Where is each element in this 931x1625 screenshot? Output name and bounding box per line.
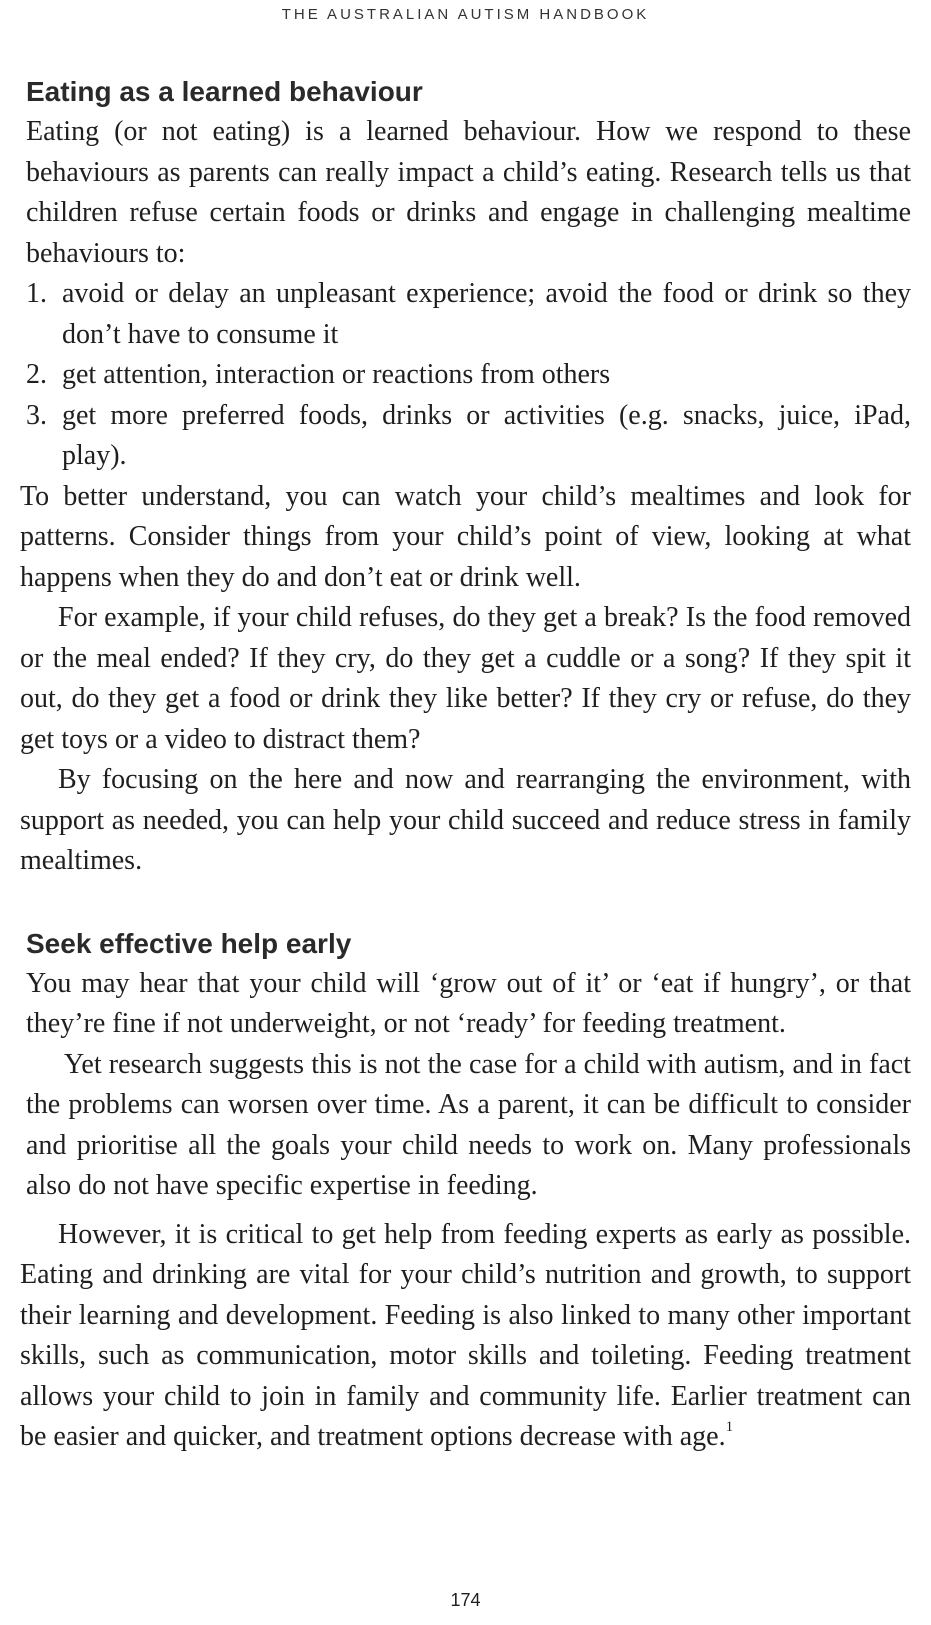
page-number: 174 bbox=[450, 1590, 481, 1610]
page-body bbox=[20, 74, 911, 1458]
section1-paragraph-example: For example, if your child refuses, do they get a break? Is the food removed or the meal ended? If they cry, do they get a cuddle or a song? If they spit it out, do they get a food or drink they like better? If they cry or refuse, do they get toys or a video to distract them? bbox=[20, 602, 911, 755]
section1-paragraph-focus: By focusing on the here and now and rearranging the environment, with support as needed, you can help your child succeed and reduce stress in family mealtimes. bbox=[20, 764, 911, 876]
section-heading-learned-behaviour: Eating as a learned behaviour bbox=[26, 76, 423, 107]
list-item-number: 3. bbox=[26, 399, 47, 431]
section1-intro: Eating (or not eating) is a learned behaviour. How we respond to these behaviours as parents can really impact a child’s eating. Research tells us that children refuse certain foods or drinks and engage in challenging mealtime behaviours to: bbox=[26, 116, 911, 269]
section2-paragraph-grow-out: You may hear that your child will ‘grow out of it’ or ‘eat if hungry’, or that they’re fine if not underweight, or not ‘ready’ for feeding treatment. bbox=[26, 967, 911, 1039]
list-item-text: get more preferred foods, drinks or activities (e.g. snacks, juice, iPad, play). bbox=[62, 399, 911, 471]
list-item-number: 2. bbox=[26, 359, 47, 390]
list-item-text: get attention, interaction or reactions from others bbox=[62, 359, 611, 390]
section1-paragraph-patterns: To better understand, you can watch your child’s mealtimes and look for patterns. Consider things from your child’s point of view, looking at what happens when they do and don’t eat or drink well. bbox=[20, 480, 911, 593]
paragraph-spacer bbox=[20, 1207, 911, 1215]
footnote-reference: 1 bbox=[725, 1419, 734, 1435]
section2-paragraph-research: Yet research suggests this is not the case for a child with autism, and in fact the problems can worsen over time. As a parent, it can be difficult to consider and prioritise all the goals your child needs to work on. Many professionals also do not have specific expertise in feeding. bbox=[26, 1048, 911, 1201]
list-item bbox=[26, 274, 911, 355]
section-spacer bbox=[20, 882, 911, 926]
behaviour-reasons-list bbox=[20, 274, 911, 477]
running-head: THE AUSTRALIAN AUTISM HANDBOOK bbox=[281, 6, 650, 23]
section2-paragraph-critical bbox=[20, 1215, 911, 1458]
section2-paragraph-critical-text: However, it is critical to get help from feeding experts as early as possible. Eating and drinking are vital for your child’s nutrition and growth, to support their learning and development. Feeding is also linked to many other important skills, such as communication, motor skills and toileting. Feeding treatment allows your child to join in family and community life. Earlier treatment can be easier and quicker, and treatment options decrease with age. bbox=[20, 1218, 911, 1452]
list-item-text: avoid or delay an unpleasant experience; avoid the food or drink so they don’t have to consume it bbox=[62, 278, 911, 350]
list-item bbox=[26, 396, 911, 477]
list-item-number: 1. bbox=[26, 278, 47, 309]
section-heading-seek-help: Seek effective help early bbox=[26, 927, 352, 959]
list-item bbox=[26, 355, 911, 396]
